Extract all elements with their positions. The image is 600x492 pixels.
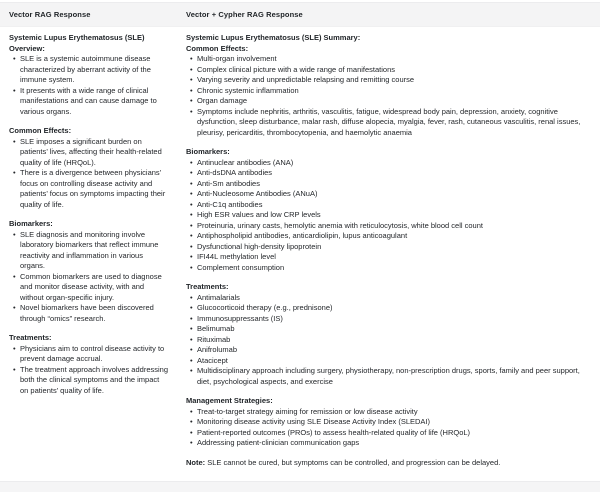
section <box>9 333 168 396</box>
bullet-item: • The treatment approach involves addressing both the clinical symptoms and the impact on patients’ quality of life. <box>9 365 168 397</box>
bullet-item: • Novel biomarkers have been discovered through “omics” research. <box>9 303 168 324</box>
note-text: SLE cannot be cured, but symptoms can be controlled, and progression can be delayed. <box>205 457 501 467</box>
table-header-row <box>0 2 600 27</box>
bullet-item: • Addressing patient-clinician communication gaps <box>186 438 592 449</box>
bullet-item: • Dysfunctional high-density lipoprotein <box>186 242 592 253</box>
bullet-item: • Monitoring disease activity using SLE Disease Activity Index (SLEDAI) <box>186 417 592 428</box>
right-column <box>178 27 600 468</box>
section-heading: Systemic Lupus Erythematosus (SLE) Summary: <box>186 33 361 42</box>
bullet-item: • Immunosuppressants (IS) <box>186 314 592 325</box>
section <box>186 33 592 138</box>
bullet-list <box>9 137 168 211</box>
bullet-list <box>9 344 168 397</box>
bullet-item: • Complex clinical picture with a wide range of manifestations <box>186 65 592 76</box>
bullet-item: • Multidisciplinary approach including surgery, physiotherapy, non-prescription drugs, sports, family and peer support, diet, psychological aspects, and exercise <box>186 366 592 387</box>
section <box>186 396 592 449</box>
bullet-list <box>186 54 592 138</box>
bullet-item: • Organ damage <box>186 96 592 107</box>
left-column <box>0 27 178 396</box>
bullet-item: • High ESR values and low CRP levels <box>186 210 592 221</box>
section <box>9 126 168 210</box>
section <box>186 147 592 273</box>
bullet-item: • Glucocorticoid therapy (e.g., prednisone) <box>186 303 592 314</box>
section-heading: Systemic Lupus Erythematosus (SLE) Overview: <box>9 33 145 53</box>
bullet-item: • Common biomarkers are used to diagnose and monitor disease activity, with and without organ-specific injury. <box>9 272 168 304</box>
section <box>9 33 168 117</box>
bullet-item: • Complement consumption <box>186 263 592 274</box>
bullet-item: • Antinuclear antibodies (ANA) <box>186 158 592 169</box>
section-heading: Treatments: <box>9 333 52 342</box>
bullet-item: • Patient-reported outcomes (PROs) to assess health-related quality of life (HRQoL) <box>186 428 592 439</box>
bullet-item: • IFI44L methylation level <box>186 252 592 263</box>
bullet-item: • SLE diagnosis and monitoring involve laboratory biomarkers that reflect immune reactivity and inflammation in various organs. <box>9 230 168 272</box>
bullet-item: • Symptoms include nephritis, arthritis, vasculitis, fatigue, widespread body pain, depression, anxiety, cognitive dysfunction, sleep disturbance, malar rash, diffuse alopecia, myalgia, fever, rash, cutaneous vasculitis, renal issues, pleurisy, pericarditis, thrombocytopenia, and haemolytic anaemia <box>186 107 592 139</box>
bullet-item: • Belimumab <box>186 324 592 335</box>
bullet-list <box>186 407 592 449</box>
bullet-item: • Antiphospholipid antibodies, anticardiolipin, lupus anticoagulant <box>186 231 592 242</box>
bullet-item: • Varying severity and unpredictable relapsing and remitting course <box>186 75 592 86</box>
bullet-item: • Treat-to-target strategy aiming for remission or low disease activity <box>186 407 592 418</box>
bullet-item: • It presents with a wide range of clinical manifestations and can cause damage to various organs. <box>9 86 168 118</box>
bullet-item: • Anti-Sm antibodies <box>186 179 592 190</box>
bullet-item: • Antimalarials <box>186 293 592 304</box>
bullet-item: • Anifrolumab <box>186 345 592 356</box>
bullet-list <box>186 293 592 388</box>
section <box>9 219 168 324</box>
bullet-item: • SLE is a systemic autoimmune disease characterized by aberrant activity of the immune system. <box>9 54 168 86</box>
table-body-row <box>0 27 600 468</box>
section-heading: Treatments: <box>186 282 229 291</box>
section-heading: Biomarkers: <box>9 219 53 228</box>
note-line <box>186 458 592 469</box>
bullet-item: • Anti-dsDNA antibodies <box>186 168 592 179</box>
bullet-item: • Atacicept <box>186 356 592 367</box>
bullet-list <box>186 158 592 274</box>
note-label: Note: <box>186 457 206 467</box>
bullet-item: • There is a divergence between physicians’ focus on controlling disease activity and patients’ focus on symptoms impacting their quality of life. <box>9 168 168 210</box>
bullet-item: • Rituximab <box>186 335 592 346</box>
bullet-item: • Anti-Nucleosome Antibodies (ANuA) <box>186 189 592 200</box>
bullet-item: • Physicians aim to control disease activity to prevent damage accrual. <box>9 344 168 365</box>
bullet-item: • Multi-organ involvement <box>186 54 592 65</box>
section <box>186 282 592 387</box>
bullet-list <box>9 54 168 117</box>
section-heading: Biomarkers: <box>186 147 230 156</box>
bullet-item: • Chronic systemic inflammation <box>186 86 592 97</box>
bullet-item: • SLE imposes a significant burden on patients’ lives, affecting their health-related quality of life (HRQoL). <box>9 137 168 169</box>
column-header-vector-cypher-rag: Vector + Cypher RAG Response <box>186 10 303 19</box>
section-heading: Common Effects: <box>9 126 72 135</box>
section-heading: Management Strategies: <box>186 396 273 405</box>
page-footer-strip <box>0 481 600 492</box>
bullet-list <box>9 230 168 325</box>
section-heading: Common Effects: <box>186 43 249 53</box>
column-header-vector-rag: Vector RAG Response <box>9 10 91 19</box>
bullet-item: • Proteinuria, urinary casts, hemolytic anemia with reticulocytosis, white blood cell count <box>186 221 592 232</box>
bullet-item: • Anti-C1q antibodies <box>186 200 592 211</box>
